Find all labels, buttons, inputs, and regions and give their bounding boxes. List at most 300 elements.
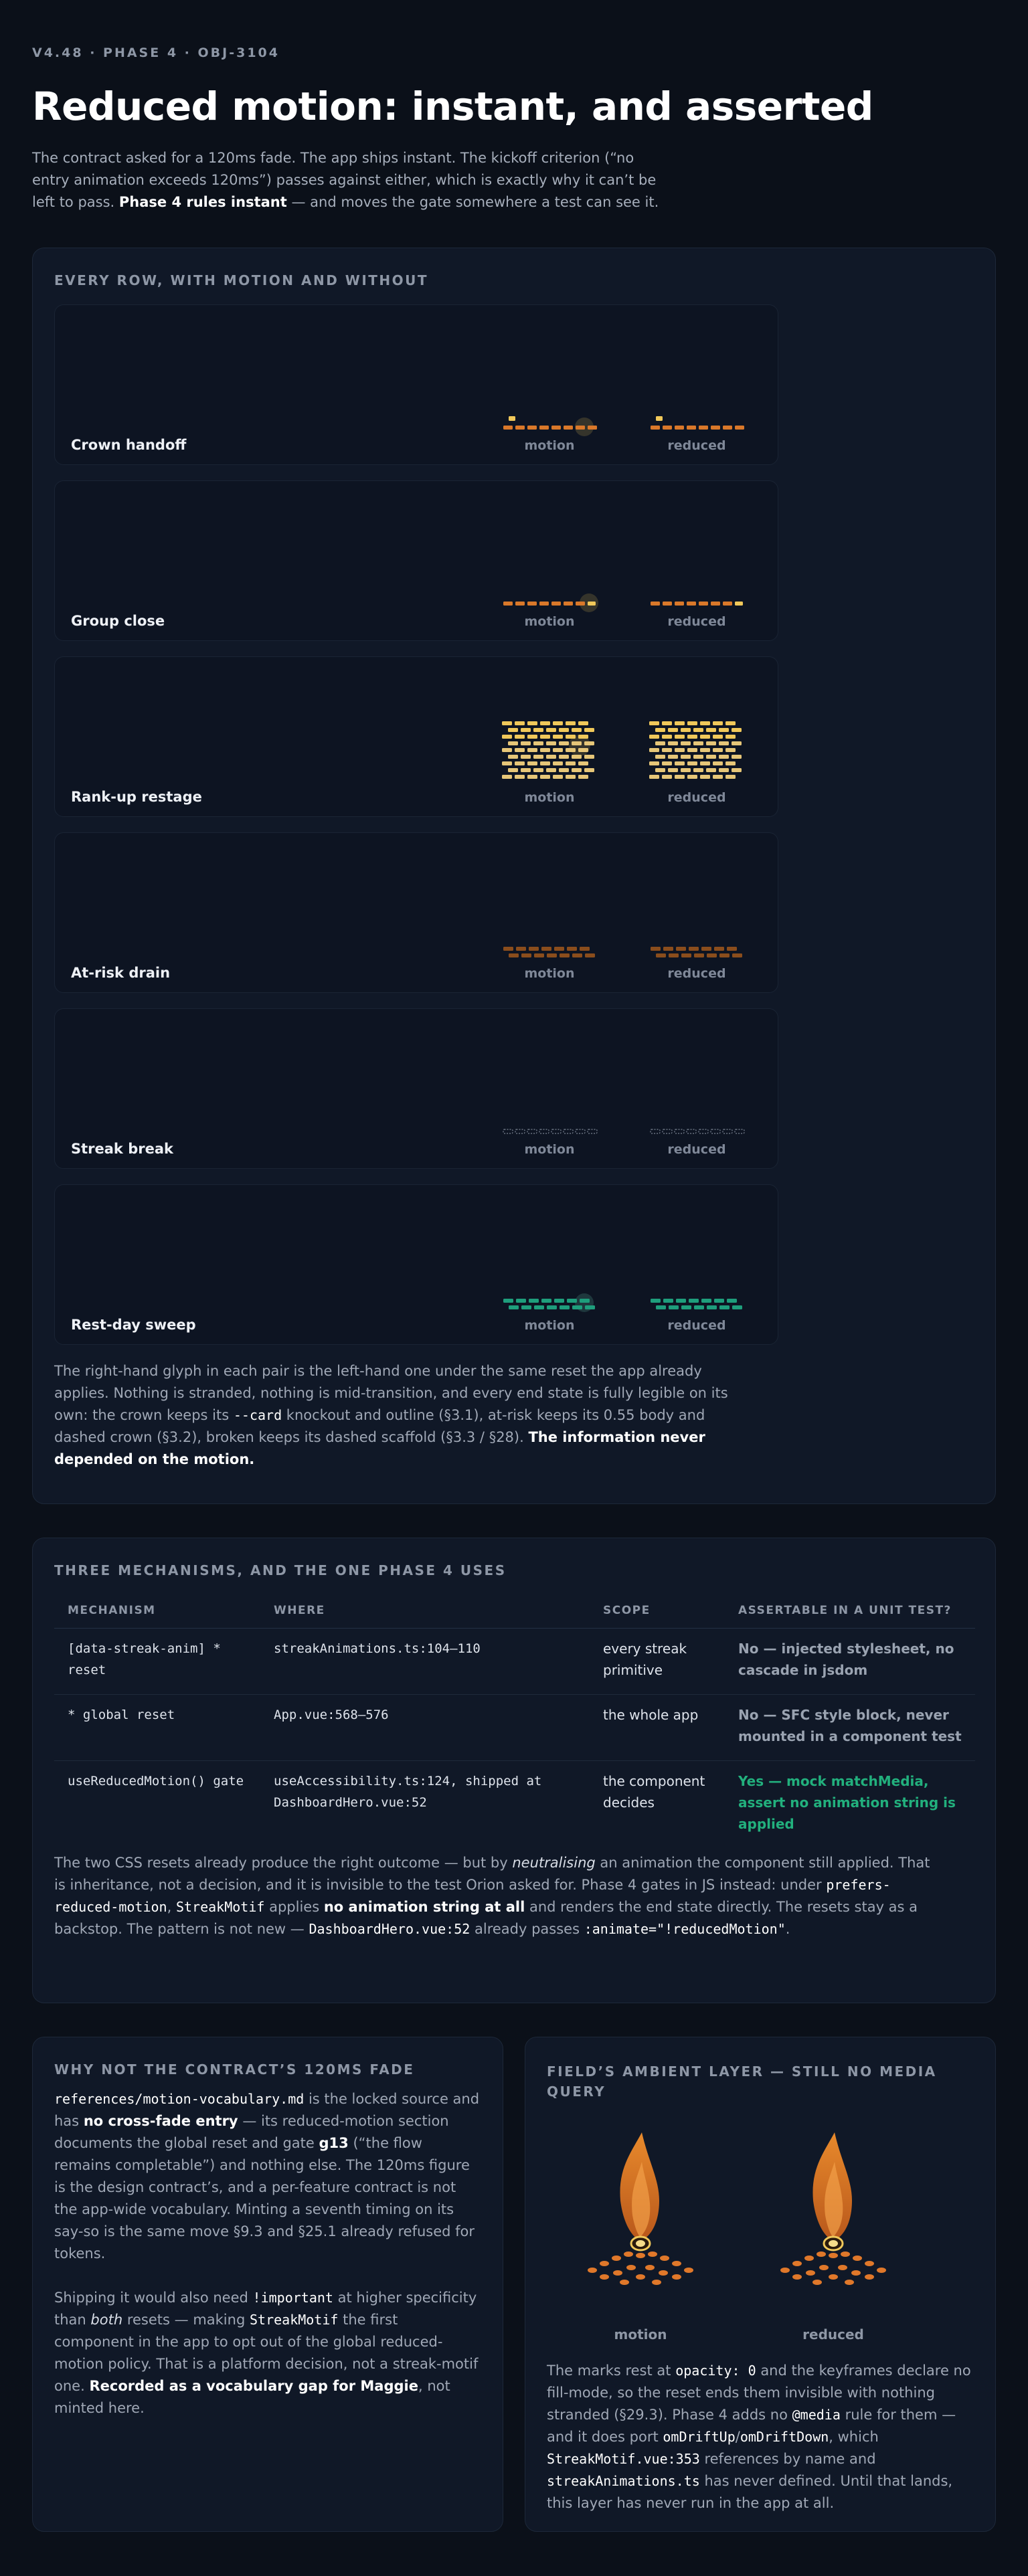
glyph-brick xyxy=(668,728,678,732)
glyph-brick xyxy=(584,741,594,745)
motion-glyph xyxy=(501,544,598,629)
glyph-brick xyxy=(576,602,585,606)
glyph-brick xyxy=(546,728,556,732)
glyph-brick xyxy=(585,953,595,957)
glyph-brick xyxy=(655,755,665,759)
glyph-brick xyxy=(687,748,697,752)
glyph-brick xyxy=(540,761,550,765)
column-header: ASSERTABLE IN A UNIT TEST? xyxy=(725,1604,975,1629)
note-text: The two CSS resets already produce the right outcome — but by xyxy=(54,1855,508,1871)
reduced-glyph xyxy=(648,720,746,805)
glyph-brick xyxy=(663,602,672,606)
rows-list xyxy=(54,304,778,1345)
glyph-brick xyxy=(527,602,537,606)
glyph-brick xyxy=(681,755,691,759)
glyph-brick xyxy=(649,721,659,725)
glyph-brick xyxy=(572,1305,582,1309)
glyph-brick xyxy=(533,755,543,759)
glyph-brick xyxy=(714,1299,724,1303)
text: , which xyxy=(829,2429,879,2445)
glyph-brick xyxy=(687,602,696,606)
section-heading: WHY NOT THE CONTRACT’S 120MS FADE xyxy=(54,2061,415,2078)
glyph-brick xyxy=(521,768,531,772)
glyph-brick xyxy=(566,761,576,765)
glyph-brick xyxy=(689,1299,699,1303)
glyph-brick xyxy=(564,602,573,606)
glyph-brick xyxy=(572,953,582,957)
why-not-prose xyxy=(54,2088,481,2419)
glyph-brick xyxy=(676,947,686,951)
glyph-brick xyxy=(527,735,537,739)
glyph-brick xyxy=(521,728,531,732)
glyph-brick xyxy=(681,1305,691,1309)
inline-code: omDriftDown xyxy=(740,2429,829,2445)
streak-break-glyph xyxy=(648,1072,746,1152)
column-header: SCOPE xyxy=(590,1604,725,1629)
text: Shipping it would also need xyxy=(54,2290,248,2306)
glyph-brick xyxy=(527,721,537,725)
glyph-brick xyxy=(584,728,594,732)
table-row xyxy=(54,1695,975,1761)
crown-handoff-glyph xyxy=(501,368,598,448)
glyph-brick xyxy=(675,761,685,765)
glyph-brick xyxy=(572,755,582,759)
glyph-brick xyxy=(502,775,512,779)
glyph-brick xyxy=(735,426,744,430)
glyph-brick xyxy=(668,755,678,759)
note-bold: no animation string at all xyxy=(323,1899,525,1915)
glyph-brick xyxy=(508,728,518,732)
glyph-brick xyxy=(663,947,673,951)
glyph-brick xyxy=(699,426,708,430)
rank-up-glyph xyxy=(501,720,598,800)
glyph-brick xyxy=(735,602,743,606)
glyph-brick xyxy=(662,748,672,752)
glyph-brick xyxy=(662,775,672,779)
glyph-brick xyxy=(711,426,720,430)
glyph-brick xyxy=(687,1129,696,1133)
rest-day-glyph xyxy=(501,1248,598,1328)
glyph-brick xyxy=(687,426,696,430)
glyph-brick xyxy=(533,728,543,732)
note-bold: The information never depended on the motion. xyxy=(54,1429,705,1467)
glyph-brick xyxy=(651,947,661,951)
glyph-brick xyxy=(706,755,716,759)
glyph-brick xyxy=(509,416,515,421)
flame-icon xyxy=(760,2122,907,2322)
glyph-brick xyxy=(669,1305,679,1309)
glyph-brick xyxy=(687,761,697,765)
reduced-glyph xyxy=(648,368,746,453)
glyph-brick xyxy=(521,1305,531,1309)
glyph-brick xyxy=(713,748,723,752)
glyph-brick xyxy=(559,728,569,732)
paragraph xyxy=(547,2360,974,2514)
row-name: Crown handoff xyxy=(71,437,187,453)
glyph-brick xyxy=(725,721,736,725)
glyph-brick xyxy=(527,761,537,765)
glyph-brick xyxy=(503,1129,513,1133)
note-code: StreakMotif xyxy=(175,1899,265,1915)
glyph-brick xyxy=(727,947,737,951)
row-group-close xyxy=(54,480,778,641)
glyph-brick xyxy=(662,735,672,739)
verdict-cell: Yes — mock matchMedia, assert no animation string is applied xyxy=(738,1773,956,1832)
glyph-brick xyxy=(663,426,672,430)
text: has never defined. Until that lands, this layer has never run in the app at all. xyxy=(547,2473,953,2511)
glyph-brick xyxy=(707,1305,717,1309)
glyph-brick xyxy=(502,761,512,765)
glyph-brick xyxy=(656,953,666,957)
glyph-brick xyxy=(723,426,732,430)
glyph-brick xyxy=(547,953,557,957)
lede xyxy=(32,147,661,213)
section-heading: FIELD’S AMBIENT LAYER — STILL NO MEDIA QUERY xyxy=(547,2063,937,2100)
reduced-label: reduced xyxy=(667,438,726,453)
mechanisms-section xyxy=(32,1538,996,2003)
glyph-brick xyxy=(502,748,512,752)
glyph-brick xyxy=(515,721,525,725)
glyph-brick xyxy=(566,721,576,725)
glyph-brick xyxy=(515,761,525,765)
glyph-brick xyxy=(566,775,576,779)
glyph-brick xyxy=(694,1305,704,1309)
bold-text: g13 xyxy=(319,2135,349,2151)
glyph-brick xyxy=(546,755,556,759)
glyph-brick xyxy=(700,748,710,752)
glyph-brick xyxy=(559,741,569,745)
glyph-brick xyxy=(588,426,597,430)
glyph-brick xyxy=(566,748,576,752)
glyph-brick xyxy=(713,721,723,725)
glyph-brick xyxy=(553,748,563,752)
glyph-brick xyxy=(675,602,684,606)
glyph-brick xyxy=(509,1305,519,1309)
glyph-brick xyxy=(735,1129,744,1133)
glyph-brick xyxy=(521,953,531,957)
glyph-brick xyxy=(675,1129,684,1133)
glyph-brick xyxy=(580,947,590,951)
text: rule for them — and it does port xyxy=(547,2407,956,2445)
glyph-brick xyxy=(515,735,525,739)
glyph-brick xyxy=(681,953,691,957)
glyph-brick xyxy=(534,953,544,957)
glyph-brick xyxy=(732,1305,742,1309)
mechanisms-note xyxy=(54,1852,938,1940)
glyph-brick xyxy=(527,426,537,430)
glyph-brick xyxy=(723,602,732,606)
text: The marks rest at xyxy=(547,2363,671,2379)
row-rest-day-sweep xyxy=(54,1184,778,1345)
text: and the keyframes declare no fill-mode, so the reset ends them invisible with nothing stranded (§29.3). Phase 4 adds no xyxy=(547,2363,971,2423)
glyph-brick xyxy=(701,1299,711,1303)
scope-cell: the component decides xyxy=(603,1773,705,1811)
glyph-brick xyxy=(516,1299,526,1303)
glyph-brick xyxy=(732,768,742,772)
lede-text: The contract asked for a 120ms fade. The app ships instant. The kickoff criterion (“no entry animation exceeds 120ms”) passes against either, which is exactly why it can’t be left to pass. xyxy=(32,150,657,210)
glyph-brick xyxy=(681,768,691,772)
where-cell: streakAnimations.ts:104–110 xyxy=(260,1629,590,1695)
glyph-brick xyxy=(719,953,730,957)
note-text: The right-hand glyph in each pair is the left-hand one under the same reset the app already applies. Nothing is stranded, nothing is mid-transition, and every end state is fully legible on its own: the crown keeps its xyxy=(54,1363,728,1423)
text: at higher specificity than xyxy=(54,2290,477,2328)
glyph-brick xyxy=(564,1129,573,1133)
glyph-brick xyxy=(508,768,518,772)
glyph-brick xyxy=(515,602,525,606)
glyph-brick xyxy=(576,1129,585,1133)
text: is the locked source and has xyxy=(54,2091,480,2129)
glyph-brick xyxy=(566,735,576,739)
motion-label: motion xyxy=(524,966,575,981)
glyph-brick xyxy=(578,748,588,752)
inline-code: StreakMotif.vue:353 xyxy=(547,2451,700,2467)
glyph-brick xyxy=(588,1129,597,1133)
mechanisms-table xyxy=(54,1604,975,1848)
glyph-brick xyxy=(502,721,512,725)
glyph-brick xyxy=(663,1299,673,1303)
glyph-brick xyxy=(539,602,549,606)
reduced-label: reduced xyxy=(667,614,726,629)
text: (“the flow remains completable”) and nothing else. The 120ms figure is the design contract’s, and a per-feature contract is not the app-wide vocabulary. Minting a seventh timing on its say-so is the same move §9.3 and §25.1 already refused for tokens. xyxy=(54,2135,475,2262)
row-name: Streak break xyxy=(71,1141,173,1157)
glyph-brick xyxy=(649,748,659,752)
reduced-glyph xyxy=(648,1248,746,1333)
glyph-brick xyxy=(567,1299,577,1303)
scope-cell: every streak primitive xyxy=(590,1629,725,1695)
glyph-brick xyxy=(725,735,736,739)
motion-flame xyxy=(567,2122,714,2349)
glyph-brick xyxy=(554,947,564,951)
glyph-brick xyxy=(706,728,716,732)
glyph-brick xyxy=(508,741,518,745)
glyph-brick xyxy=(687,775,697,779)
glyph-brick xyxy=(725,761,736,765)
glyph-brick xyxy=(559,768,569,772)
flames xyxy=(547,2122,974,2349)
glyph-brick xyxy=(651,426,660,430)
reduced-label: reduced xyxy=(667,1142,726,1157)
glyph-brick xyxy=(527,748,537,752)
glyph-brick xyxy=(707,953,717,957)
glyph-brick xyxy=(723,1129,732,1133)
glyph-brick xyxy=(732,741,742,745)
italic-text: both xyxy=(90,2312,123,2328)
row-name: Group close xyxy=(71,613,165,629)
group-close-glyph xyxy=(648,544,746,624)
glyph-brick xyxy=(560,1305,570,1309)
glyph-brick xyxy=(572,768,582,772)
glyph-brick xyxy=(700,721,710,725)
glyph-brick xyxy=(539,1129,549,1133)
glyph-brick xyxy=(668,768,678,772)
glyph-brick xyxy=(578,735,588,739)
glyph-brick xyxy=(585,1305,595,1309)
glyph-brick xyxy=(578,721,588,725)
glyph-brick xyxy=(533,741,543,745)
glyph-brick xyxy=(567,947,577,951)
mechanism-cell: [data-streak-anim] * reset xyxy=(54,1629,260,1695)
glyph-brick xyxy=(693,741,703,745)
glyph-brick xyxy=(711,602,720,606)
glyph-brick xyxy=(541,947,551,951)
glyph-brick xyxy=(651,602,660,606)
group-close-glyph xyxy=(501,544,598,624)
glyph-brick xyxy=(725,748,736,752)
bold-text: no cross-fade entry xyxy=(83,2113,238,2129)
glyph-brick xyxy=(669,953,679,957)
glyph-brick xyxy=(651,1129,660,1133)
glyph-brick xyxy=(706,768,716,772)
glyph-brick xyxy=(663,1129,672,1133)
column-header: MECHANISM xyxy=(54,1604,260,1629)
row-name: At-risk drain xyxy=(71,965,171,981)
glyph-brick xyxy=(559,755,569,759)
table-header-row xyxy=(54,1604,975,1629)
glyph-brick xyxy=(693,728,703,732)
note-code: prefers-reduced-motion xyxy=(54,1877,891,1915)
glyph-brick xyxy=(675,426,684,430)
glyph-brick xyxy=(719,768,729,772)
glyph-brick xyxy=(527,1129,537,1133)
row-rank-up xyxy=(54,656,778,817)
inline-code: !important xyxy=(252,2290,333,2306)
reduced-label: reduced xyxy=(667,966,726,981)
glyph-brick xyxy=(584,755,594,759)
glyph-brick xyxy=(719,728,729,732)
glyph-brick xyxy=(572,741,582,745)
inline-code: @media xyxy=(792,2407,841,2423)
glyph-brick xyxy=(546,768,556,772)
glyph-brick xyxy=(649,735,659,739)
glyph-brick xyxy=(700,735,710,739)
ambient-section xyxy=(525,2037,996,2532)
text: the first component in the app to opt out of the global reduced-motion policy. That is a platform decision, not a streak-motif one. xyxy=(54,2312,479,2394)
at-risk-glyph xyxy=(648,896,746,976)
glyph-brick xyxy=(662,721,672,725)
lede-tail: — and moves the gate somewhere a test can see it. xyxy=(291,194,659,210)
note-text: applies xyxy=(269,1899,320,1915)
note-text: an animation the component still applied. That is inheritance, not a decision, and it is invisible to the test Orion asked for. Phase 4 gates in JS instead: under xyxy=(54,1855,930,1893)
inline-code: streakAnimations.ts xyxy=(547,2473,700,2489)
glyph-brick xyxy=(725,775,736,779)
motion-glyph xyxy=(501,720,598,805)
note-code: :animate="!reducedMotion" xyxy=(584,1921,786,1937)
glyph-brick xyxy=(719,755,729,759)
glyph-brick xyxy=(656,1305,666,1309)
glyph-brick xyxy=(699,1129,708,1133)
glyph-brick xyxy=(732,728,742,732)
glyph-brick xyxy=(540,721,550,725)
glyph-brick xyxy=(687,735,697,739)
glyph-brick xyxy=(732,953,742,957)
section-heading: EVERY ROW, WITH MOTION AND WITHOUT xyxy=(54,272,429,288)
glyph-brick xyxy=(509,953,519,957)
note-italic: neutralising xyxy=(512,1855,596,1871)
glyph-brick xyxy=(515,1129,525,1133)
glyph-brick xyxy=(649,761,659,765)
glyph-brick xyxy=(662,761,672,765)
motion-glyph xyxy=(501,368,598,453)
row-at-risk-drain xyxy=(54,832,778,993)
glyph-brick xyxy=(700,775,710,779)
glyph-brick xyxy=(675,735,685,739)
glyph-brick xyxy=(651,1299,661,1303)
glyph-brick xyxy=(681,741,691,745)
note-code: --card xyxy=(233,1407,282,1423)
glyph-brick xyxy=(655,741,665,745)
glyph-brick xyxy=(699,602,708,606)
glyph-brick xyxy=(694,953,704,957)
row-crown-handoff xyxy=(54,304,778,465)
paragraph xyxy=(54,2088,481,2265)
row-name: Rest-day sweep xyxy=(71,1317,196,1333)
note-text: knockout and outline (§3.1), at-risk keeps its 0.55 body and dashed crown (§3.2), broken keeps its dashed scaffold (§3.3 / §28). xyxy=(54,1407,705,1445)
reduced-glyph xyxy=(648,544,746,629)
glyph-brick xyxy=(576,426,585,430)
glyph-brick xyxy=(711,1129,720,1133)
glyph-brick xyxy=(553,721,563,725)
glyph-brick xyxy=(515,775,525,779)
glyph-brick xyxy=(656,416,663,421)
glyph-brick xyxy=(551,602,561,606)
glyph-brick xyxy=(675,775,685,779)
inline-code: omDriftUp xyxy=(663,2429,736,2445)
reduced-label: reduced xyxy=(667,1318,726,1333)
glyph-brick xyxy=(540,735,550,739)
glyph-brick xyxy=(689,947,699,951)
where-cell: useAccessibility.ts:124, shipped at DashboardHero.vue:52 xyxy=(274,1774,542,1810)
glyph-brick xyxy=(547,1305,557,1309)
at-risk-glyph xyxy=(501,896,598,976)
glyph-brick xyxy=(529,947,539,951)
reduced-glyph xyxy=(648,1072,746,1157)
note-code: DashboardHero.vue:52 xyxy=(309,1921,470,1937)
glyph-brick xyxy=(515,426,525,430)
reduced-label: reduced xyxy=(667,790,726,805)
glyph-brick xyxy=(701,947,711,951)
glyph-brick xyxy=(719,1305,730,1309)
text: references by name and xyxy=(704,2451,876,2467)
glyph-brick xyxy=(521,741,531,745)
crown-handoff-glyph xyxy=(648,368,746,448)
motion-label: motion xyxy=(524,438,575,453)
ambient-prose xyxy=(547,2360,974,2514)
rank-up-glyph xyxy=(648,720,746,800)
motion-glyph xyxy=(501,896,598,981)
motion-label: motion xyxy=(614,2326,667,2342)
text: , not minted here. xyxy=(54,2378,450,2416)
mechanism-cell: * global reset xyxy=(54,1695,260,1761)
glyph-brick xyxy=(553,775,563,779)
motion-label: motion xyxy=(524,614,575,629)
note-text: already passes xyxy=(474,1921,580,1937)
glyph-brick xyxy=(534,1305,544,1309)
table-row xyxy=(54,1761,975,1849)
glyph-brick xyxy=(719,741,729,745)
glyph-brick xyxy=(693,755,703,759)
why-not-section xyxy=(32,2037,503,2532)
table-row xyxy=(54,1629,975,1695)
section-heading: THREE MECHANISMS, AND THE ONE PHASE 4 USES xyxy=(54,1562,507,1578)
streak-break-glyph xyxy=(501,1072,598,1152)
glyph-brick xyxy=(713,761,723,765)
glyph-brick xyxy=(700,761,710,765)
glyph-brick xyxy=(546,741,556,745)
glyph-brick xyxy=(553,761,563,765)
glyph-brick xyxy=(588,602,596,606)
inline-code: StreakMotif xyxy=(249,2312,339,2328)
verdict-cell: No — injected stylesheet, no cascade in jsdom xyxy=(725,1629,975,1695)
